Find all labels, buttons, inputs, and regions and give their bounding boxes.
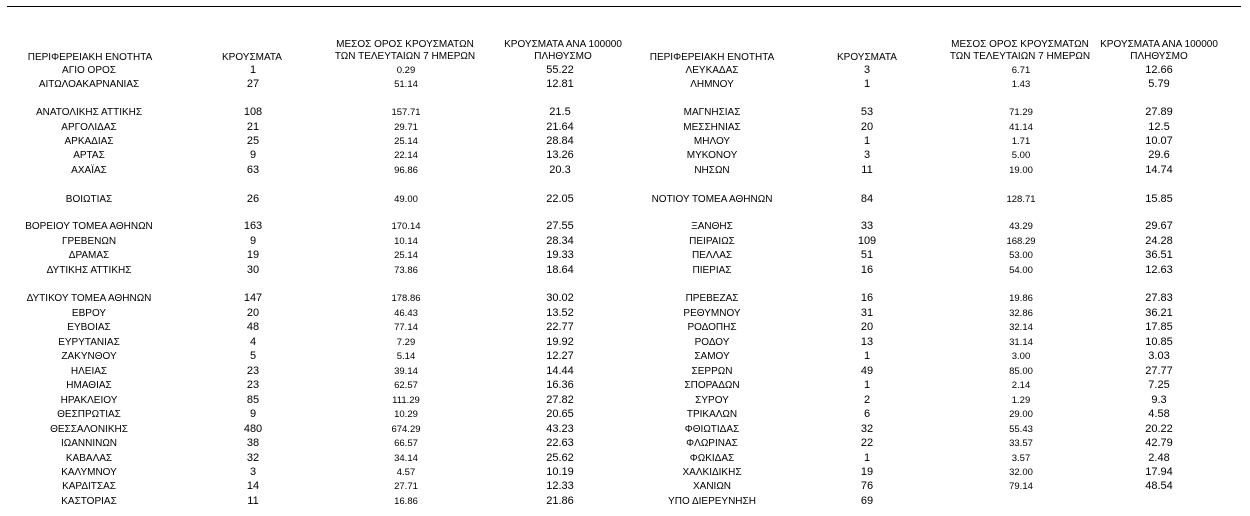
right-cell-avg7: 6.71 [1011, 65, 1031, 76]
left-cell-per100k: 19.33 [546, 249, 574, 261]
left-cell-region: ΘΕΣΣΑΛΟΝΙΚΗΣ [50, 424, 128, 435]
left-cell-avg7: 29.71 [394, 122, 418, 133]
left-cell-region: ΚΑΛΥΜΝΟΥ [61, 467, 117, 478]
left-cell-per100k: 21.5 [549, 106, 571, 118]
right-cell-region: ΤΡΙΚΑΛΩΝ [686, 409, 738, 420]
right-cell-avg7: 32.14 [1009, 322, 1033, 333]
left-cell-avg7: 5.14 [396, 351, 416, 362]
right-cell-region: ΡΕΘΥΜΝΟΥ [683, 308, 741, 319]
right-cell-per100k: 36.21 [1145, 307, 1173, 319]
right-cell-per100k: 20.22 [1145, 423, 1173, 435]
left-cell-region: ΑΧΑΪΑΣ [71, 165, 107, 176]
header-per100k-right [1074, 39, 1244, 63]
left-cell-cases: 85 [246, 394, 260, 406]
left-cell-cases: 163 [243, 220, 263, 232]
right-cell-per100k: 29.6 [1148, 149, 1170, 161]
right-cell-cases: 6 [863, 408, 871, 420]
left-cell-avg7: 10.29 [394, 409, 418, 420]
right-cell-per100k: 27.77 [1145, 365, 1173, 377]
right-cell-avg7: 128.71 [1006, 194, 1036, 205]
left-cell-avg7: 51.14 [394, 79, 418, 90]
right-cell-region: ΛΕΥΚΑΔΑΣ [685, 65, 739, 76]
left-cell-avg7: 77.14 [394, 322, 418, 333]
right-cell-avg7: 19.00 [1009, 165, 1033, 176]
left-cell-cases: 26 [246, 193, 260, 205]
right-cell-per100k: 29.67 [1145, 220, 1173, 232]
left-cell-region: ΑΡΤΑΣ [73, 150, 105, 161]
left-cell-cases: 5 [249, 350, 257, 362]
right-cell-avg7: 85.00 [1009, 366, 1033, 377]
left-cell-per100k: 27.82 [546, 394, 574, 406]
left-cell-region: ΒΟΙΩΤΙΑΣ [65, 194, 113, 205]
right-cell-avg7: 32.86 [1009, 308, 1033, 319]
right-cell-per100k: 3.03 [1148, 350, 1170, 362]
right-cell-cases: 3 [863, 64, 871, 76]
right-cell-cases: 20 [860, 321, 874, 333]
left-cell-cases: 20 [246, 307, 260, 319]
left-cell-cases: 27 [246, 78, 260, 90]
header-per100k-left-line2: ΠΛΗΘΥΣΜΟ [534, 51, 592, 62]
right-cell-per100k: 5.79 [1148, 78, 1170, 90]
left-cell-region: ΕΒΡΟΥ [71, 308, 107, 319]
right-cell-avg7: 71.29 [1009, 107, 1033, 118]
right-cell-per100k: 27.89 [1145, 106, 1173, 118]
right-cell-cases: 51 [860, 249, 874, 261]
right-cell-per100k: 42.79 [1145, 437, 1173, 449]
right-cell-cases: 33 [860, 220, 874, 232]
left-cell-per100k: 19.92 [546, 336, 574, 348]
right-cell-avg7: 54.00 [1009, 265, 1033, 276]
left-cell-avg7: 25.14 [394, 250, 418, 261]
left-cell-avg7: 66.57 [394, 438, 418, 449]
left-cell-avg7: 0.29 [396, 65, 416, 76]
left-cell-per100k: 16.36 [546, 379, 574, 391]
right-cell-region: ΜΗΛΟΥ [693, 136, 731, 147]
right-cell-cases: 11 [861, 164, 873, 176]
right-cell-per100k: 48.54 [1145, 480, 1173, 492]
right-cell-per100k: 10.07 [1145, 135, 1173, 147]
right-cell-per100k: 17.94 [1145, 466, 1173, 478]
left-cell-per100k: 20.3 [549, 164, 571, 176]
right-cell-cases: 53 [860, 106, 874, 118]
right-cell-region: ΜΑΓΝΗΣΙΑΣ [683, 107, 741, 118]
left-cell-region: ΘΕΣΠΡΩΤΙΑΣ [57, 409, 121, 420]
right-cell-per100k: 12.5 [1148, 121, 1170, 133]
left-cell-per100k: 43.23 [546, 423, 574, 435]
left-cell-cases: 63 [246, 164, 260, 176]
right-cell-region: ΞΑΝΘΗΣ [691, 221, 733, 232]
left-cell-region: ΕΥΡΥΤΑΝΙΑΣ [58, 337, 120, 348]
right-cell-region: ΠΕΛΛΑΣ [691, 250, 733, 261]
left-cell-region: ΔΥΤΙΚΟΥ ΤΟΜΕΑ ΑΘΗΝΩΝ [26, 293, 152, 304]
right-cell-avg7: 1.71 [1011, 136, 1031, 147]
left-cell-avg7: 62.57 [394, 380, 418, 391]
right-cell-avg7: 53.00 [1009, 250, 1033, 261]
right-cell-cases: 22 [860, 437, 874, 449]
left-cell-region: ΖΑΚΥΝΘΟΥ [61, 351, 117, 362]
left-cell-cases: 38 [246, 437, 260, 449]
left-cell-avg7: 25.14 [394, 136, 418, 147]
right-cell-region: ΣΑΜΟΥ [694, 351, 730, 362]
header-cases-left-text: ΚΡΟΥΣΜΑΤΑ [222, 52, 282, 63]
right-cell-per100k: 24.28 [1145, 235, 1173, 247]
right-cell-cases: 1 [863, 350, 871, 362]
right-cell-region: ΜΕΣΣΗΝΙΑΣ [683, 122, 741, 133]
left-cell-region: ΑΝΑΤΟΛΙΚΗΣ ΑΤΤΙΚΗΣ [35, 107, 143, 118]
right-cell-region: ΧΑΛΚΙΔΙΚΗΣ [682, 467, 742, 478]
left-cell-per100k: 22.77 [546, 321, 574, 333]
left-cell-cases: 3 [249, 466, 257, 478]
right-cell-cases: 76 [860, 480, 874, 492]
header-region-right [632, 52, 792, 64]
left-cell-avg7: 27.71 [394, 481, 418, 492]
right-cell-region: ΦΘΙΩΤΙΔΑΣ [684, 424, 740, 435]
right-cell-per100k: 36.51 [1145, 249, 1173, 261]
right-cell-avg7: 79.14 [1009, 481, 1033, 492]
right-cell-avg7: 3.00 [1011, 351, 1031, 362]
left-cell-per100k: 28.84 [546, 135, 574, 147]
header-per100k-left-line1: ΚΡΟΥΣΜΑΤΑ ΑΝΑ 100000 [504, 39, 622, 50]
right-cell-avg7: 2.14 [1011, 380, 1031, 391]
left-cell-per100k: 21.86 [546, 495, 574, 507]
right-cell-region: ΣΠΟΡΑΔΩΝ [684, 380, 740, 391]
right-cell-region: ΜΥΚΟΝΟΥ [686, 150, 738, 161]
right-cell-cases: 3 [863, 149, 871, 161]
header-cases-right [827, 52, 907, 64]
left-cell-avg7: 157.71 [391, 107, 421, 118]
right-cell-per100k: 27.83 [1145, 292, 1173, 304]
left-cell-region: ΒΟΡΕΙΟΥ ΤΟΜΕΑ ΑΘΗΝΩΝ [25, 221, 153, 232]
header-cases-left [212, 52, 292, 64]
right-cell-region: ΦΩΚΙΔΑΣ [689, 453, 735, 464]
right-cell-region: ΣΥΡΟΥ [695, 395, 729, 406]
right-cell-per100k: 15.85 [1145, 193, 1173, 205]
right-cell-avg7: 1.29 [1011, 395, 1031, 406]
header-per100k-right-line1: ΚΡΟΥΣΜΑΤΑ ΑΝΑ 100000 [1100, 39, 1218, 50]
right-cell-cases: 20 [860, 121, 874, 133]
left-cell-cases: 480 [243, 423, 263, 435]
left-cell-avg7: 4.57 [396, 467, 416, 478]
left-cell-per100k: 25.62 [546, 452, 574, 464]
left-cell-region: ΔΥΤΙΚΗΣ ΑΤΤΙΚΗΣ [46, 265, 132, 276]
header-cases-right-text: ΚΡΟΥΣΜΑΤΑ [837, 52, 897, 63]
header-avg7-right-line1: ΜΕΣΟΣ ΟΡΟΣ ΚΡΟΥΣΜΑΤΩΝ [951, 39, 1089, 50]
left-cell-per100k: 12.33 [546, 480, 574, 492]
right-cell-region: ΠΡΕΒΕΖΑΣ [685, 293, 739, 304]
left-cell-region: ΗΜΑΘΙΑΣ [66, 380, 112, 391]
right-cell-avg7: 168.29 [1006, 236, 1036, 247]
left-cell-cases: 14 [246, 480, 260, 492]
left-cell-avg7: 39.14 [394, 366, 418, 377]
right-cell-per100k: 12.66 [1145, 64, 1173, 76]
header-avg7-left [320, 39, 490, 63]
left-cell-avg7: 73.86 [394, 265, 418, 276]
right-cell-per100k: 10.85 [1145, 336, 1173, 348]
right-cell-cases: 19 [860, 466, 874, 478]
left-cell-per100k: 14.44 [546, 365, 574, 377]
header-per100k-left [478, 39, 648, 63]
right-cell-avg7: 1.43 [1011, 79, 1031, 90]
left-cell-cases: 23 [246, 365, 260, 377]
left-cell-per100k: 10.19 [546, 466, 574, 478]
left-cell-cases: 25 [246, 135, 260, 147]
header-avg7-right-line2: ΤΩΝ ΤΕΛΕΥΤΑΙΩΝ 7 ΗΜΕΡΩΝ [949, 51, 1091, 62]
right-cell-avg7: 5.00 [1011, 150, 1031, 161]
right-cell-region: ΠΙΕΡΙΑΣ [692, 265, 732, 276]
left-cell-cases: 108 [243, 106, 263, 118]
right-cell-avg7: 29.00 [1009, 409, 1033, 420]
right-cell-per100k: 17.85 [1145, 321, 1173, 333]
left-cell-per100k: 55.22 [546, 64, 574, 76]
header-region-left [10, 52, 170, 64]
left-cell-cases: 11 [247, 495, 259, 507]
right-cell-region: ΣΕΡΡΩΝ [691, 366, 733, 377]
right-cell-per100k: 7.25 [1148, 379, 1170, 391]
right-cell-per100k: 14.74 [1145, 164, 1173, 176]
right-cell-region: ΡΟΔΟΥ [694, 337, 730, 348]
left-cell-per100k: 12.81 [546, 78, 574, 90]
right-cell-cases: 84 [860, 193, 874, 205]
right-cell-cases: 69 [860, 495, 874, 507]
left-cell-cases: 9 [249, 235, 257, 247]
left-cell-cases: 1 [249, 64, 257, 76]
top-rule [7, 6, 1241, 7]
left-cell-avg7: 96.86 [394, 165, 418, 176]
left-cell-avg7: 178.86 [391, 293, 421, 304]
left-cell-avg7: 49.00 [394, 194, 418, 205]
right-cell-region: ΥΠΟ ΔΙΕΡΕΥΝΗΣΗ [668, 496, 756, 507]
left-cell-region: ΗΛΕΙΑΣ [70, 366, 108, 377]
left-cell-per100k: 18.64 [546, 264, 574, 276]
right-cell-per100k: 2.48 [1148, 452, 1170, 464]
left-cell-avg7: 111.29 [392, 395, 420, 406]
header-avg7-left-line2: ΤΩΝ ΤΕΛΕΥΤΑΙΩΝ 7 ΗΜΕΡΩΝ [334, 51, 476, 62]
left-cell-cases: 23 [246, 379, 260, 391]
left-cell-per100k: 13.52 [546, 307, 574, 319]
left-cell-region: ΑΓΙΟ ΟΡΟΣ [62, 65, 116, 76]
right-cell-cases: 109 [857, 235, 877, 247]
right-cell-avg7: 55.43 [1009, 424, 1033, 435]
left-cell-region: ΑΡΚΑΔΙΑΣ [64, 136, 114, 147]
left-cell-region: ΚΑΣΤΟΡΙΑΣ [61, 496, 117, 507]
left-cell-per100k: 22.05 [546, 193, 574, 205]
right-cell-region: ΛΗΜΝΟΥ [690, 79, 734, 90]
left-cell-per100k: 12.27 [546, 350, 574, 362]
right-cell-avg7: 3.57 [1011, 453, 1031, 464]
left-cell-region: ΓΡΕΒΕΝΩΝ [61, 236, 117, 247]
left-cell-cases: 21 [246, 121, 260, 133]
left-cell-region: ΑΡΓΟΛΙΔΑΣ [61, 122, 117, 133]
right-cell-avg7: 43.29 [1009, 221, 1033, 232]
right-cell-cases: 1 [863, 78, 871, 90]
right-cell-cases: 1 [863, 452, 871, 464]
left-cell-cases: 19 [246, 249, 260, 261]
header-avg7-left-line1: ΜΕΣΟΣ ΟΡΟΣ ΚΡΟΥΣΜΑΤΩΝ [336, 39, 474, 50]
right-cell-avg7: 32.00 [1009, 467, 1033, 478]
right-cell-region: ΠΕΙΡΑΙΩΣ [689, 236, 735, 247]
right-cell-region: ΝΟΤΙΟΥ ΤΟΜΕΑ ΑΘΗΝΩΝ [651, 194, 773, 205]
left-cell-avg7: 10.14 [394, 236, 418, 247]
right-cell-per100k: 9.3 [1151, 394, 1167, 406]
right-cell-cases: 31 [860, 307, 874, 319]
right-cell-avg7: 33.57 [1009, 438, 1033, 449]
header-per100k-right-line2: ΠΛΗΘΥΣΜΟ [1130, 51, 1188, 62]
header-region-left-text: ΠΕΡΙΦΕΡΕΙΑΚΗ ΕΝΟΤΗΤΑ [27, 52, 153, 63]
left-cell-avg7: 46.43 [394, 308, 418, 319]
left-cell-cases: 147 [243, 292, 263, 304]
left-cell-per100k: 22.63 [546, 437, 574, 449]
left-cell-per100k: 21.64 [546, 121, 574, 133]
right-cell-avg7: 31.14 [1009, 337, 1033, 348]
right-cell-cases: 32 [860, 423, 874, 435]
left-cell-per100k: 20.65 [546, 408, 574, 420]
header-region-right-text: ΠΕΡΙΦΕΡΕΙΑΚΗ ΕΝΟΤΗΤΑ [649, 52, 775, 63]
left-cell-per100k: 30.02 [546, 292, 574, 304]
right-cell-cases: 1 [863, 379, 871, 391]
left-cell-region: ΑΙΤΩΛΟΑΚΑΡΝΑΝΙΑΣ [38, 79, 140, 90]
right-cell-cases: 1 [863, 135, 871, 147]
right-cell-per100k: 12.63 [1145, 264, 1173, 276]
left-cell-region: ΗΡΑΚΛΕΙΟΥ [60, 395, 118, 406]
left-cell-avg7: 34.14 [394, 453, 418, 464]
right-cell-cases: 16 [860, 264, 874, 276]
right-cell-cases: 2 [863, 394, 871, 406]
right-cell-cases: 13 [860, 336, 874, 348]
left-cell-region: ΙΩΑΝΝΙΝΩΝ [60, 438, 118, 449]
left-cell-per100k: 27.55 [546, 220, 574, 232]
left-cell-region: ΕΥΒΟΙΑΣ [67, 322, 111, 333]
right-cell-avg7: 41.14 [1009, 122, 1033, 133]
left-cell-avg7: 674.29 [391, 424, 421, 435]
left-cell-cases: 32 [246, 452, 260, 464]
left-cell-region: ΔΡΑΜΑΣ [68, 250, 110, 261]
left-cell-region: ΚΑΡΔΙΤΣΑΣ [62, 481, 116, 492]
left-cell-cases: 30 [246, 264, 260, 276]
left-cell-avg7: 22.14 [394, 150, 418, 161]
right-cell-region: ΦΛΩΡΙΝΑΣ [686, 438, 738, 449]
left-cell-per100k: 13.26 [546, 149, 574, 161]
right-cell-per100k: 4.58 [1148, 408, 1170, 420]
left-cell-avg7: 170.14 [391, 221, 421, 232]
right-cell-cases: 16 [860, 292, 874, 304]
left-cell-region: ΚΑΒΑΛΑΣ [65, 453, 113, 464]
right-cell-region: ΡΟΔΟΠΗΣ [687, 322, 737, 333]
right-cell-region: ΝΗΣΩΝ [694, 165, 730, 176]
right-cell-cases: 49 [860, 365, 874, 377]
left-cell-cases: 4 [249, 336, 257, 348]
left-cell-per100k: 28.34 [546, 235, 574, 247]
left-cell-avg7: 7.29 [396, 337, 416, 348]
left-cell-avg7: 16.86 [394, 496, 418, 507]
right-cell-region: ΧΑΝΙΩΝ [692, 481, 732, 492]
left-cell-cases: 9 [249, 149, 257, 161]
left-cell-cases: 48 [246, 321, 260, 333]
right-cell-avg7: 19.86 [1009, 293, 1033, 304]
left-cell-cases: 9 [249, 408, 257, 420]
